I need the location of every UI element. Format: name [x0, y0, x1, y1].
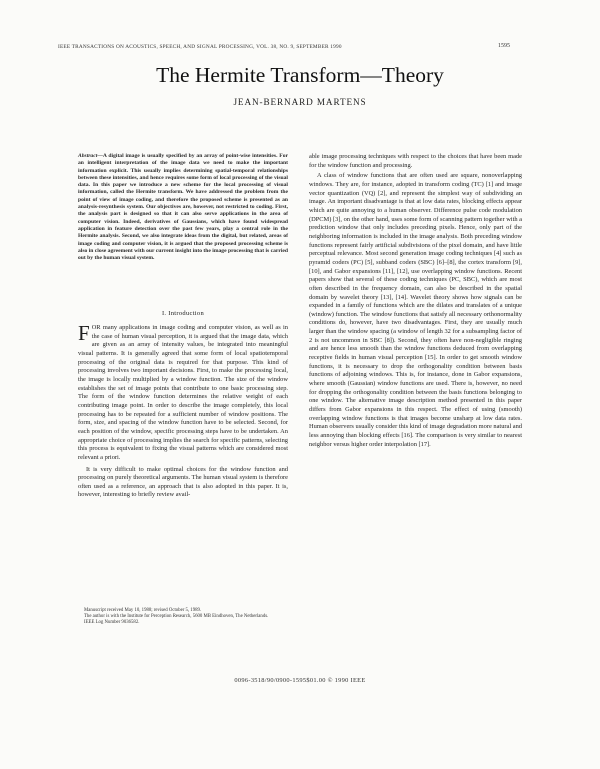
paper-title: The Hermite Transform—Theory: [156, 63, 444, 87]
right-column-body: [309, 153, 522, 449]
author-name: JEAN-BERNARD MARTENS: [233, 97, 367, 107]
abstract-label: Abstract: [78, 153, 98, 159]
footnote-affiliation: The author is with the Institute for Perception Research, 5600 MB Eindhoven, The Netherlands.: [84, 614, 269, 620]
right-paragraph-1: able image processing techniques with respect to the choices that have been made for the window function and processing.: [309, 153, 522, 169]
introduction-body: [78, 321, 288, 500]
footnote-manuscript: Manuscript received May 10, 1988; revised October 5, 1989.: [84, 608, 202, 613]
intro-paragraph-2: It is very difficult to make optimal choices for the window function and processing on purely theoretical arguments. The human visual system is therefore often used as a reference, an approach that is also adopted in this paper. It is, however, interesting to briefly review avail-: [78, 465, 288, 499]
section-heading-introduction: I. Introduction: [161, 310, 205, 317]
intro-paragraph-1: [78, 321, 288, 463]
drop-cap: F: [78, 321, 90, 345]
page-number: 1595: [498, 43, 510, 49]
abstract-text: —A digital image is usually specified by an array of point-wise intensities. For an intelligent interpretation of the image data we need to make the important information explicit. This usually implies determining spatial-temporal relationships between these intensities, and hence requires some form of local processing of the visual data. In this paper we introduce a new scheme for the local processing of visual information, called the Hermite transform. We have addressed the problem from the point of view of image coding, and therefore the proposed scheme is presented as an analysis-resynthesis system. Our objectives are, however, not restricted to coding. First, the analysis part is designed so that it can also serve applications in the area of computer vision. Indeed, derivatives of Gaussians, which have found widespread application in feature detection over the past few years, play a central role in the Hermite analysis. Second, we also integrate ideas from the digital, but related, areas of image coding and computer vision, it is argued that the proposed processing scheme is also in close agreement with our current insight into the image processing that is carried out by the human visual system.: [78, 153, 288, 262]
running-head: IEEE TRANSACTIONS ON ACOUSTICS, SPEECH, AND SIGNAL PROCESSING, VOL. 38, NO. 9, SEPTEMBER 1990: [58, 44, 342, 50]
footnote: [78, 608, 288, 627]
footnote-log-number: IEEE Log Number 9036582.: [84, 620, 140, 626]
copyright-line: 0096-3518/90/0900-1595$01.00 © 1990 IEEE: [234, 677, 366, 684]
right-paragraph-2: A class of window functions that are often used are square, nonoverlapping windows. They are, for instance, adopted in transform coding (TC) [1] and image vector quantization (VQ) [2], and represent the simplest way of subdividing an image. An important disadvantage is that at low data rates, blocking effects appear which are quite annoying to a human observer. Difference pulse code modulation (DPCM) [3], on the other hand, uses some form of scanning pattern together with a prediction window that only includes preceding pixels. Hence, only part of the neighboring information is included in the image analysis. Both preceding window functions represent fairly artificial subdivisions of the pixel domain, and have little perceptual relevance. Most second generation image coding techniques [4] such as pyramid coders (PC) [5], subband coders (SBC) [6]–[8], the cortex transform [9], [10], and Gabor expansions [11], [12], use overlapping window functions. Recent papers show that several of these coding techniques (PC, SBC), which are most often described in the frequency domain, can also be described in the spatial domain by wavelet theory [13], [14]. Wavelet theory shows how signals can be expanded in a family of functions which are the dilates and translates of a unique (window) function. The window functions that satisfy all necessary orthonormality conditions do, however, have two disadvantages. First, they are usually much larger than the window spacing (a window of length 32 for a subsampling factor of 2 is not uncommon in SBC [8]). Second, they often have non-negligible ringing and are hence less smooth than the window functions deduced from overlapping receptive fields in human visual perception [15]. In order to get smooth window functions, it is necessary to drop the orthogonality condition between basis functions of adjoining windows. This is, for instance, done in Gabor expansions, where smooth (Gaussian) window functions are used. There is, however, no need for dropping the orthogonality condition between the basis functions belonging to one window. The alternative image description method presented in this paper differs from Gabor expansions in this respect. The effect of using (smooth) overlapping window functions is that images become unsharp at low data rates. Human observers usually consider this kind of image degradation more natural and less annoying than blocking effects [16]. The comparison is very similar to nearest neighbor versus higher order interpolation [17].: [309, 172, 522, 448]
abstract: [78, 153, 288, 262]
intro-paragraph-1-text: OR many applications in image coding and computer vision, as well as in the case of human visual perception, it is argued that the image data, which are given as an array of intensity values, be integrated into meaningful visual patterns. It is generally agreed that some form of local spatiotemporal processing of the original data is required for that purpose. This kind of processing involves two important decisions. First, to make the processing local, the image is locally multiplied by a window function. The size of the window establishes the set of image points that contribute to one basic processing step. The form of the window function determines the relative weight of each contributing image point. In order to describe the image completely, this local processing has to be repeated for a sufficient number of window positions. The form, size, and spacing of the window function have to be selected. Second, for each position of the window, specific processing steps have to be undertaken. An appropriate choice of processing implies the search for specific patterns, selecting this process is equivalent to fixing the visual patterns which are considered most relevant a priori.: [78, 324, 288, 461]
